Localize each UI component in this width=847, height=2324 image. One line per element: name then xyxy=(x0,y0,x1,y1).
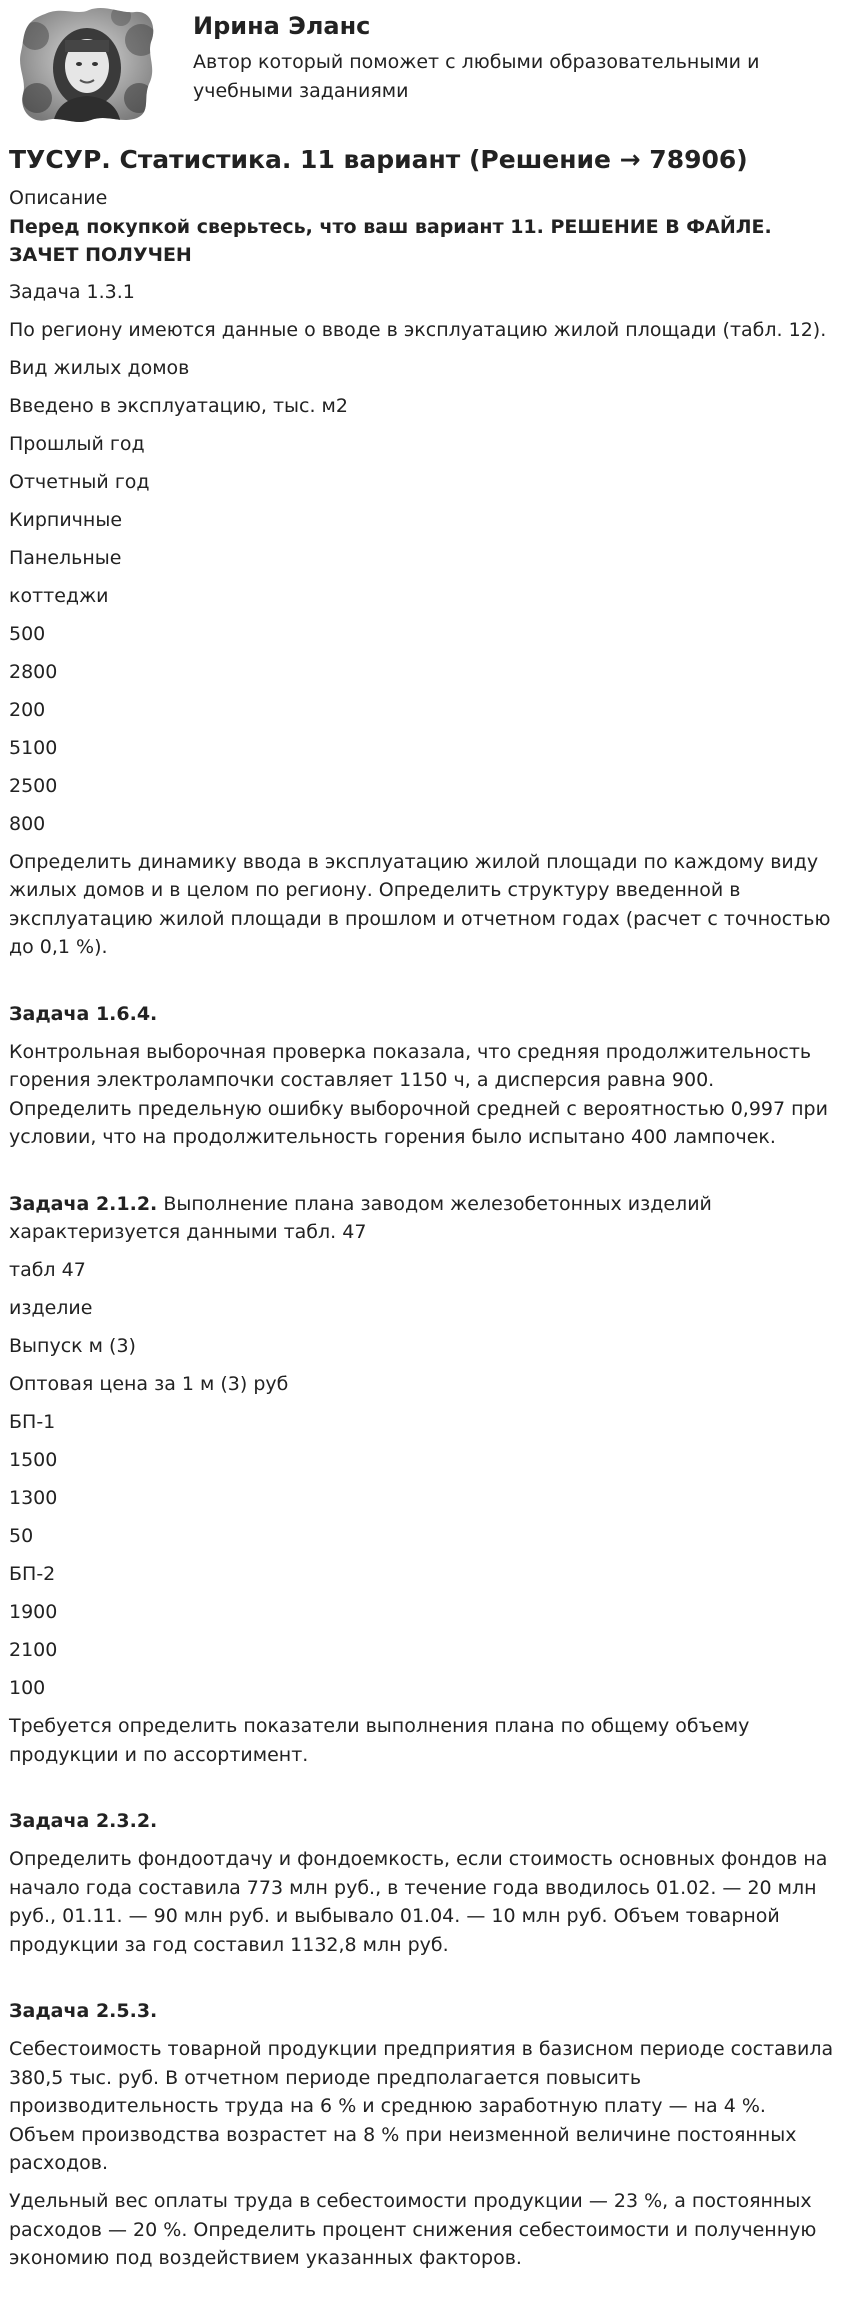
table-cell: 5100 xyxy=(9,736,58,759)
table-cell: 1500 xyxy=(9,1449,58,1471)
table-cell: 1300 xyxy=(9,1487,58,1509)
table-cell: 2500 xyxy=(9,774,58,797)
task-5-section xyxy=(9,1997,838,2273)
author-name[interactable]: Ирина Эланс xyxy=(193,12,371,40)
task-title: Задача 1.3.1 xyxy=(9,280,135,303)
table-cell: 200 xyxy=(9,698,46,721)
table-cell: Панельные xyxy=(9,546,122,569)
table-cell: Кирпичные xyxy=(9,508,123,531)
table-cell: коттеджи xyxy=(9,584,109,607)
task-text: Удельный вес оплаты труда в себестоимости продукции — 23 %, а постоянных расходов — 20 %. Определить процент снижения себестоимости и полученную экономию под воздействием указанных факторов. xyxy=(9,2190,817,2269)
table-cell: 2100 xyxy=(9,1639,58,1661)
task-title: Задача 2.3.2. xyxy=(9,1810,158,1832)
task-3-section xyxy=(9,1190,838,1770)
task-1-section xyxy=(9,278,838,962)
table-cell: БП-1 xyxy=(9,1411,56,1433)
table-cell: Отчетный год xyxy=(9,470,150,493)
task-text: Контрольная выборочная проверка показала, что средняя продолжительность горения электролампочки составляет 1150 ч, а дисперсия равна 900. Определить предельную ошибку выборочной средней с вероятностью 0,997 при условии, что на продолжительность горения было испытано 400 лампочек. xyxy=(9,1040,828,1148)
author-avatar[interactable] xyxy=(17,6,157,124)
table-cell: Оптовая цена за 1 м (3) руб xyxy=(9,1373,289,1395)
author-header xyxy=(9,0,838,140)
task-text: Определить фондоотдачу и фондоемкость, если стоимость основных фондов на начало года составила 773 млн руб., в течение года вводилось 01.02. — 20 млн руб., 01.11. — 90 млн руб. и выбывало 01.04. — 10 млн руб. Объем товарной продукции за год составил 1132,8 млн руб. xyxy=(9,1848,828,1956)
task-question: Определить динамику ввода в эксплуатацию жилой площади по каждому виду жилых домов и в целом по региону. Определить структуру введенной в эксплуатацию жилой площади в прошлом и отчетном годах (расчет с точностью до 0,1 %). xyxy=(9,850,831,958)
table-cell: 500 xyxy=(9,622,46,645)
task-intro: По региону имеются данные о вводе в эксплуатацию жилой площади (табл. 12). xyxy=(9,318,827,341)
task-text: Себестоимость товарной продукции предприятия в базисном периоде составила 380,5 тыс. руб. В отчетном периоде предполагается повысить производительность труда на 6 % и среднюю заработную плату — на 4 %. Объем производства возрастет на 8 % при неизменной величине постоянных расходов. xyxy=(9,2038,834,2174)
task-intro: Выполнение плана заводом железобетонных изделий характеризуется данными табл. 47 xyxy=(9,1192,712,1243)
task-intro-paragraph xyxy=(9,1190,838,1247)
table-cell: БП-2 xyxy=(9,1563,56,1585)
table-cell: табл 47 xyxy=(9,1259,86,1281)
table-cell: 100 xyxy=(9,1677,46,1699)
task-title: Задача 2.1.2. xyxy=(9,1192,158,1215)
table-cell: Вид жилых домов xyxy=(9,356,190,379)
purchase-notice: Перед покупкой сверьтесь, что ваш вариант 11. РЕШЕНИЕ В ФАЙЛЕ. ЗАЧЕТ ПОЛУЧЕН xyxy=(9,215,772,266)
task-4-section xyxy=(9,1807,838,1959)
table-cell: 800 xyxy=(9,812,46,835)
table-cell: Прошлый год xyxy=(9,432,145,455)
author-description: Автор который поможет с любыми образовательными и учебными заданиями xyxy=(193,51,760,102)
description-label: Описание xyxy=(9,187,108,209)
table-cell: Введено в эксплуатацию, тыс. м2 xyxy=(9,394,348,417)
table-cell: 1900 xyxy=(9,1601,58,1623)
table-cell: 2800 xyxy=(9,660,58,683)
task-title: Задача 1.6.4. xyxy=(9,1002,158,1025)
task-2-section xyxy=(9,1000,838,1152)
table-cell: 50 xyxy=(9,1525,34,1547)
task-question: Требуется определить показатели выполнения плана по общему объему продукции и по ассортимент. xyxy=(9,1715,750,1766)
table-cell: изделие xyxy=(9,1297,93,1319)
table-cell: Выпуск м (3) xyxy=(9,1335,136,1357)
page-title: ТУСУР. Статистика. 11 вариант (Решение → 78906) xyxy=(9,145,748,174)
task-title: Задача 2.5.3. xyxy=(9,2000,158,2022)
